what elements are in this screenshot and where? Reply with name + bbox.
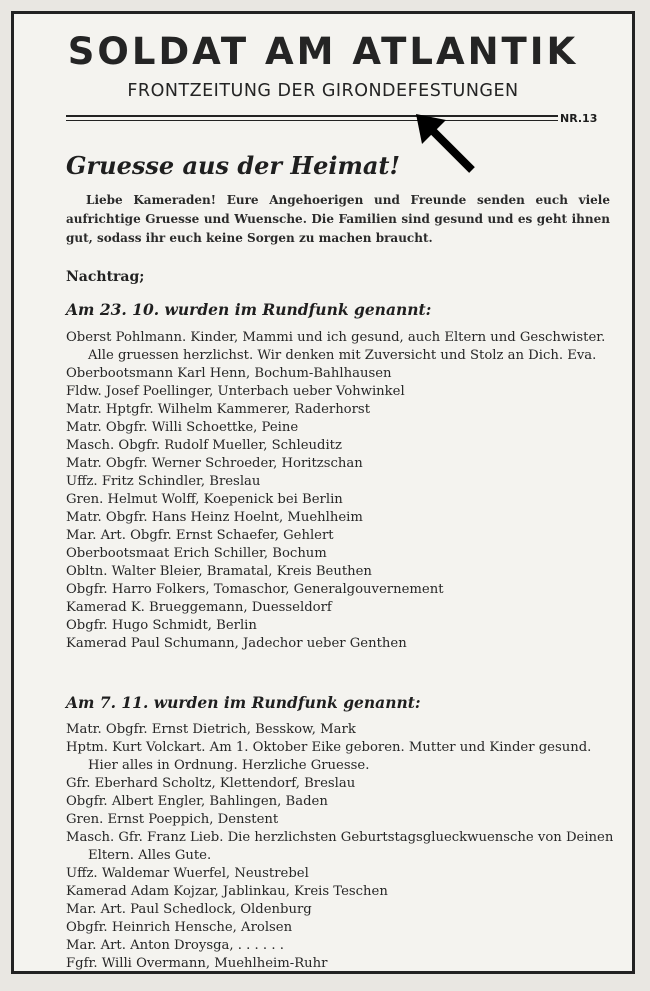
greeting-entry: Mar. Art. Paul Schedlock, Oldenburg	[66, 902, 312, 917]
greeting-entry: Gren. Helmut Wolff, Koepenick bei Berlin	[66, 492, 343, 507]
greetings-list-1	[66, 329, 614, 653]
greeting-entry: Mar. Art. Anton Droysga, . . . . . .	[66, 938, 284, 953]
greeting-entry: Kamerad K. Brueggemann, Duesseldorf	[66, 600, 332, 615]
section-title: Gruesse aus der Heimat!	[66, 151, 401, 180]
greeting-entry: Oberst Pohlmann. Kinder, Mammi und ich gesund, auch Eltern und Geschwister. Alle gruessen herzlichst. Wir denken mit Zuversicht und Stolz an Dich. Eva.	[66, 330, 606, 363]
greeting-entry: Kamerad Paul Schumann, Jadechor ueber Genthen	[66, 636, 407, 651]
greeting-entry: Masch. Gfr. Franz Lieb. Die herzlichsten Geburtstagsglueckwuensche von Deinen Eltern. Alles Gute.	[66, 830, 614, 863]
masthead-rule-thin	[66, 120, 558, 121]
issue-number: NR.13	[560, 112, 598, 125]
broadcast-heading-1: Am 23. 10. wurden im Rundfunk genannt:	[66, 300, 432, 319]
greeting-entry: Obgfr. Heinrich Hensche, Arolsen	[66, 920, 293, 935]
greeting-entry: Mar. Art. Obgfr. Ernst Schaefer, Gehlert	[66, 528, 334, 543]
greeting-entry: Uffz. Fritz Schindler, Breslau	[66, 474, 261, 489]
greeting-entry: Gfr. Eberhard Scholtz, Klettendorf, Breslau	[66, 776, 356, 791]
greeting-entry: Matr. Obgfr. Ernst Dietrich, Besskow, Mark	[66, 722, 356, 737]
arrow-annotation-icon	[416, 114, 478, 178]
greeting-entry: Matr. Hptgfr. Wilhelm Kammerer, Raderhorst	[66, 402, 370, 417]
greeting-entry: Matr. Obgfr. Werner Schroeder, Horitzschan	[66, 456, 363, 471]
greeting-entry: Gren. Ernst Poeppich, Denstent	[66, 812, 279, 827]
greetings-list-2	[66, 721, 614, 973]
greeting-entry: Fldw. Josef Poellinger, Unterbach ueber Vohwinkel	[66, 384, 405, 399]
greeting-entry: Fgfr. Willi Overmann, Muehlheim-Ruhr	[66, 956, 328, 971]
masthead-title: SOLDAT AM ATLANTIK	[67, 30, 579, 73]
greeting-entry: Matr. Obgfr. Willi Schoettke, Peine	[66, 420, 299, 435]
greeting-entry: Oberbootsmann Karl Henn, Bochum-Bahlhausen	[66, 366, 392, 381]
greeting-entry: Masch. Obgfr. Rudolf Mueller, Schleuditz	[66, 438, 342, 453]
greeting-entry: Obltn. Walter Bleier, Bramatal, Kreis Beuthen	[66, 564, 372, 579]
greeting-entry: Obgfr. Harro Folkers, Tomaschor, Generalgouvernement	[66, 582, 444, 597]
addendum-label: Nachtrag;	[66, 269, 145, 285]
intro-paragraph: Liebe Kameraden! Eure Angehoerigen und Freunde senden euch viele aufrichtige Gruesse und Wuensche. Die Familien sind gesund und es geht ihnen gut, sodass ihr euch keine Sorgen zu machen braucht.	[66, 193, 610, 245]
greeting-entry: Uffz. Waldemar Wuerfel, Neustrebel	[66, 866, 309, 881]
greeting-entry: Hptm. Kurt Volckart. Am 1. Oktober Eike geboren. Mutter und Kinder gesund. Hier alles in Ordnung. Herzliche Gruesse.	[66, 740, 592, 773]
masthead-subtitle: FRONTZEITUNG DER GIRONDEFESTUNGEN	[127, 81, 519, 101]
greeting-entry: Matr. Obgfr. Hans Heinz Hoelnt, Muehlheim	[66, 510, 363, 525]
broadcast-heading-2: Am 7. 11. wurden im Rundfunk genannt:	[66, 693, 421, 712]
greeting-entry: Oberbootsmaat Erich Schiller, Bochum	[66, 546, 327, 561]
greeting-entry: Kamerad Adam Kojzar, Jablinkau, Kreis Teschen	[66, 884, 388, 899]
masthead-rule	[66, 115, 558, 117]
newspaper-page	[11, 11, 635, 974]
greeting-entry: Obgfr. Albert Engler, Bahlingen, Baden	[66, 794, 328, 809]
greeting-entry: Obgfr. Hugo Schmidt, Berlin	[66, 618, 257, 633]
